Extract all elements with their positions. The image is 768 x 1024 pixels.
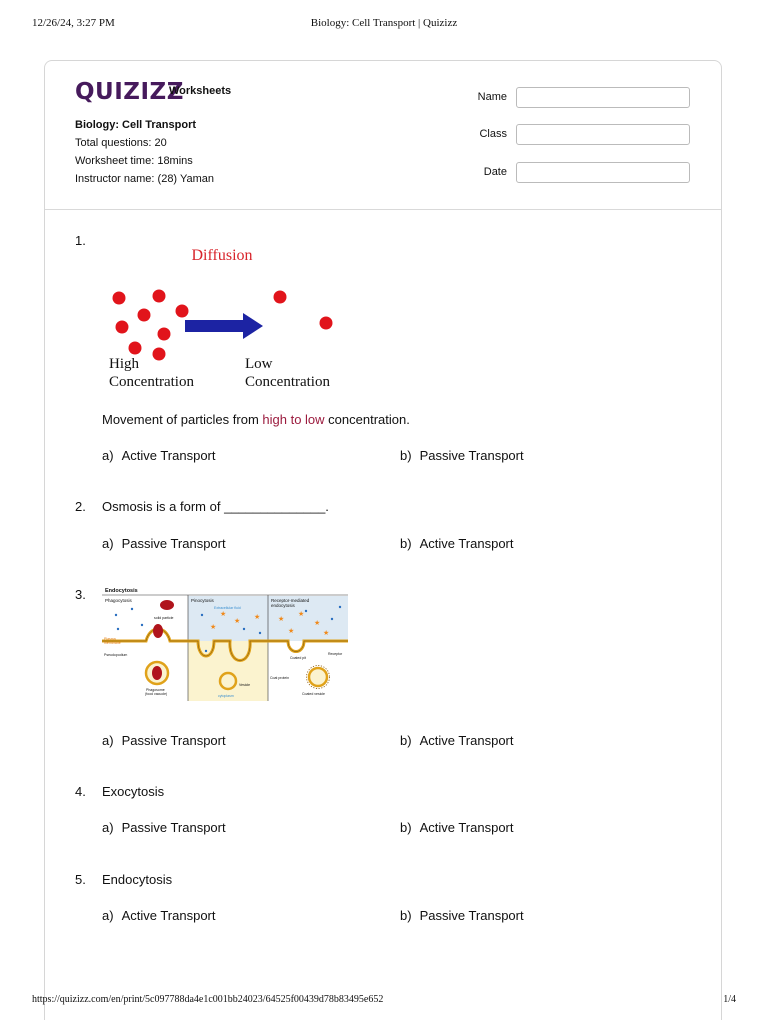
worksheet-header bbox=[45, 61, 721, 210]
page-number: 1/4 bbox=[723, 994, 736, 1005]
question-text: Osmosis is a form of ______________. bbox=[102, 499, 329, 514]
high-label: High bbox=[109, 356, 139, 372]
fig-label: membrane bbox=[104, 641, 121, 645]
question-number: 4. bbox=[75, 784, 86, 799]
worksheet-title: Biology: Cell Transport bbox=[75, 119, 197, 131]
fig-label: cytoplasm bbox=[218, 694, 234, 698]
svg-text:★: ★ bbox=[234, 617, 241, 625]
class-field[interactable] bbox=[516, 124, 690, 145]
panel-label: Pinocytosis bbox=[191, 598, 214, 603]
option-letter: b) bbox=[400, 733, 412, 748]
option-letter: a) bbox=[102, 733, 114, 748]
option-text: Passive Transport bbox=[121, 820, 226, 835]
option-a[interactable] bbox=[102, 820, 226, 835]
question-text: Endocytosis bbox=[102, 872, 173, 887]
option-a[interactable] bbox=[102, 908, 216, 923]
svg-text:★: ★ bbox=[314, 619, 321, 627]
option-letter: b) bbox=[400, 536, 412, 551]
fig-label: Pseudopodium bbox=[104, 653, 128, 657]
solid-particle-shape bbox=[160, 600, 174, 610]
low-concentration-label: Concentration bbox=[245, 374, 330, 390]
logo-subtitle: Worksheets bbox=[169, 85, 232, 97]
diffusion-figure bbox=[100, 233, 352, 393]
option-a[interactable] bbox=[102, 448, 216, 463]
question-number: 1. bbox=[75, 233, 86, 248]
option-letter: a) bbox=[102, 448, 114, 463]
svg-text:★: ★ bbox=[210, 623, 217, 631]
fig-label: Extracellular fluid bbox=[214, 606, 241, 610]
option-a[interactable] bbox=[102, 733, 226, 748]
fig-label: Phagosome bbox=[146, 688, 165, 692]
fig-label: Coated pit bbox=[290, 656, 306, 660]
svg-text:★: ★ bbox=[254, 613, 261, 621]
option-letter: b) bbox=[400, 820, 412, 835]
vesicle-shape bbox=[220, 673, 236, 689]
fig-label: Plasma bbox=[104, 637, 116, 641]
solid-particle-shape bbox=[153, 624, 163, 638]
option-b[interactable] bbox=[400, 536, 514, 551]
date-label: Date bbox=[483, 166, 507, 178]
option-letter: b) bbox=[400, 908, 412, 923]
option-text: Active Transport bbox=[121, 908, 216, 923]
worksheet-time: Worksheet time: 18mins bbox=[75, 155, 193, 167]
option-letter: a) bbox=[102, 820, 114, 835]
option-a[interactable] bbox=[102, 536, 226, 551]
fig-label: Coated vesicle bbox=[302, 692, 325, 696]
print-url: https://quizizz.com/en/print/5c097788da4e1c001bb24023/64525f00439d78b83495e652 bbox=[32, 994, 384, 1005]
instructor-name: Instructor name: (28) Yaman bbox=[75, 173, 214, 185]
name-field[interactable] bbox=[516, 87, 690, 108]
question-text-part: Movement of particles from bbox=[102, 412, 263, 427]
svg-text:★: ★ bbox=[298, 610, 305, 618]
question-text-part: concentration. bbox=[324, 412, 410, 427]
option-text: Passive Transport bbox=[419, 448, 524, 463]
fig-label: Vesicle bbox=[239, 683, 251, 687]
option-text: Active Transport bbox=[419, 733, 514, 748]
quizizz-logo: QUIZIZZ bbox=[75, 79, 184, 105]
question-number: 3. bbox=[75, 587, 86, 602]
class-label: Class bbox=[479, 128, 507, 140]
svg-text:★: ★ bbox=[288, 627, 295, 635]
low-label: Low bbox=[245, 356, 273, 372]
question-number: 2. bbox=[75, 499, 86, 514]
option-letter: b) bbox=[400, 448, 412, 463]
coated-vesicle-shape bbox=[309, 668, 327, 686]
option-b[interactable] bbox=[400, 820, 514, 835]
option-b[interactable] bbox=[400, 733, 514, 748]
panel-label: Receptor-mediated bbox=[271, 598, 310, 603]
diffusion-title: Diffusion bbox=[191, 247, 253, 264]
question-highlight: high to low bbox=[262, 412, 325, 427]
total-questions: Total questions: 20 bbox=[75, 137, 167, 149]
fig-label: Coat protein bbox=[270, 676, 290, 680]
option-letter: a) bbox=[102, 536, 114, 551]
option-text: Passive Transport bbox=[121, 536, 226, 551]
question-text: Exocytosis bbox=[102, 784, 165, 799]
fig-label: (food vacuole) bbox=[145, 692, 168, 696]
option-text: Passive Transport bbox=[419, 908, 524, 923]
option-b[interactable] bbox=[400, 448, 524, 463]
option-text: Active Transport bbox=[121, 448, 216, 463]
svg-text:★: ★ bbox=[278, 615, 285, 623]
option-text: Passive Transport bbox=[121, 733, 226, 748]
high-concentration-label: Concentration bbox=[109, 374, 194, 390]
panel-label: endocytosis bbox=[271, 603, 295, 608]
endocytosis-figure bbox=[102, 585, 348, 701]
print-title: Biology: Cell Transport | Quizizz bbox=[310, 17, 458, 29]
solid-particle-shape bbox=[152, 666, 162, 680]
question-text bbox=[102, 412, 410, 427]
option-text: Active Transport bbox=[419, 536, 514, 551]
fig-label: Receptor bbox=[328, 652, 343, 656]
print-datetime: 12/26/24, 3:27 PM bbox=[32, 17, 115, 29]
question-number: 5. bbox=[75, 872, 86, 887]
option-text: Active Transport bbox=[419, 820, 514, 835]
option-b[interactable] bbox=[400, 908, 524, 923]
svg-text:★: ★ bbox=[220, 610, 227, 618]
endocytosis-title: Endocytosis bbox=[105, 588, 138, 594]
svg-text:★: ★ bbox=[323, 629, 330, 637]
option-letter: a) bbox=[102, 908, 114, 923]
date-field[interactable] bbox=[516, 162, 690, 183]
name-label: Name bbox=[477, 91, 507, 103]
panel-label: Phagocytosis bbox=[105, 598, 132, 603]
fig-label: solid particle bbox=[154, 616, 174, 620]
